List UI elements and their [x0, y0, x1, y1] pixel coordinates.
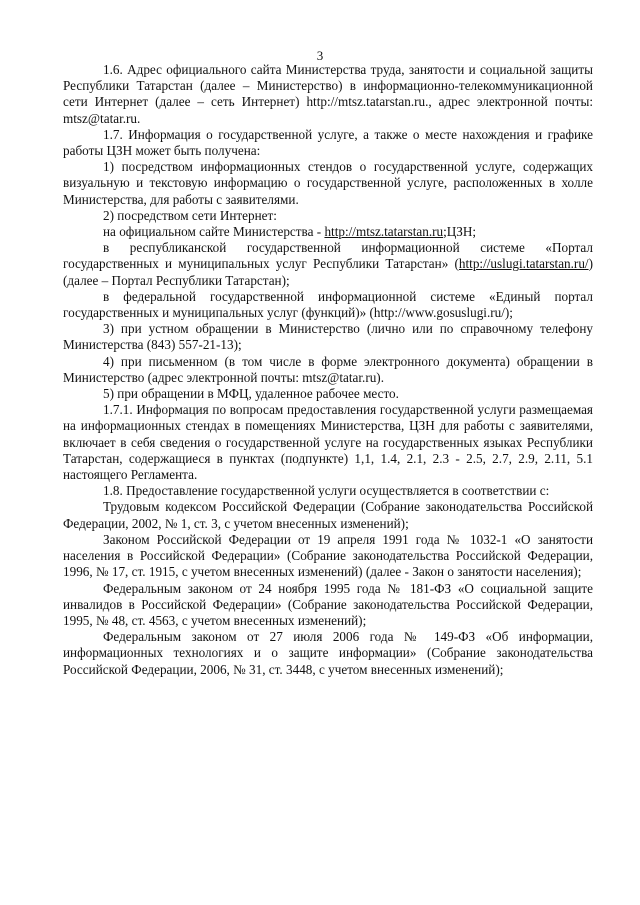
- paragraph-federal-portal: в федеральной государственной информационной системе «Единый портал государственных и муниципальных услуг (функций)» (http://www.gosuslugi.ru/);: [63, 288, 593, 321]
- ministry-site-text: на официальном сайте Министерства -: [103, 224, 325, 240]
- paragraph-1-8-legal-basis: 1.8. Предоставление государственной услуги осуществляется в соответствии с:: [103, 483, 550, 499]
- paragraph-ministry-site: [63, 224, 593, 240]
- paragraph-employment-law: Законом Российской Федерации от 19 апреля 1991 года № 1032-1 «О занятости населения в Российской Федерации» (Собрание законодательства Российской Федерации, 1996, № 17, ст. 1915, с учетом внесенных изменений) (далее - Закон о занятости населения);: [63, 531, 593, 580]
- regional-portal-link[interactable]: http://uslugi.tatarstan.ru/: [458, 256, 589, 272]
- paragraph-1-6-website: 1.6. Адрес официального сайта Министерства труда, занятости и социальной защиты Республики Татарстан (далее – Министерство) в информационно-телекоммуникационной сети Интернет (далее – сеть Интернет) http://mtsz.tatarstan.ru., адрес электронной почты: mtsz@tatar.ru.: [63, 62, 593, 126]
- paragraph-written-request: 4) при письменном (в том числе в форме электронного документа) обращении в Министерство (адрес электронной почты: mtsz@tatar.ru).: [63, 353, 593, 385]
- ministry-site-suffix: ;ЦЗН;: [443, 224, 477, 240]
- paragraph-regional-portal: [63, 240, 593, 289]
- paragraph-labour-code: Трудовым кодексом Российской Федерации (Собрание законодательства Российской Федерации, 2002, № 1, ст. 3, с учетом внесенных изменений);: [63, 499, 593, 531]
- paragraph-oral-request: 3) при устном обращении в Министерство (лично или по справочному телефону Министерства (843) 557-21-13);: [63, 321, 593, 353]
- page-number: 3: [316, 48, 324, 63]
- paragraph-disability-law: Федеральным законом от 24 ноября 1995 года № 181-ФЗ «О социальной защите инвалидов в Российской Федерации» (Собрание законодательства Российской Федерации, 1995, № 48, ст. 4563, с учетом внесенных изменений);: [63, 580, 593, 628]
- paragraph-1-7-1-stands: 1.7.1. Информация по вопросам предоставления государственной услуги размещаемая на информационных стендах в помещениях Министерства, ЦЗН для работы с заявителями, включает в себя сведения о государственной услуге на государственных языках Республики Татарстан, содержащиеся в пунктах (подпункте) 1,1, 1.4, 2.1, 2.3 - 2.5, 2.7, 2.9, 2.11, 5.1 настоящего Регламента.: [63, 402, 593, 483]
- paragraph-mfc: 5) при обращении в МФЦ, удаленное рабочее место.: [103, 386, 399, 402]
- paragraph-1-7-info-sources: 1.7. Информация о государственной услуге, а также о месте нахождения и графике работы ЦЗН может быть получена:: [63, 126, 593, 159]
- paragraph-stands: 1) посредством информационных стендов о государственной услуге, содержащих визуальную и текстовую информацию о государственной услуге, расположенных в холле Министерства, для работы с заявителями.: [63, 159, 593, 207]
- ministry-site-link[interactable]: http://mtsz.tatarstan.ru: [324, 224, 444, 240]
- paragraph-information-law: Федеральным законом от 27 июля 2006 года № 149-ФЗ «Об информации, информационных технологиях и о защите информации» (Собрание законодательства Российской Федерации, 2006, № 31, ст. 3448, с учетом внесенных изменений);: [63, 629, 593, 677]
- paragraph-internet: 2) посредством сети Интернет:: [103, 207, 277, 223]
- regional-portal-suffix: ) (далее – Портал Республики Татарстан);: [63, 256, 593, 288]
- document-body: [63, 62, 593, 678]
- regional-portal-text: в республиканской государственной информационной системе «Портал государственных и муниципальных услуг Республики Татарстан» (: [63, 240, 593, 272]
